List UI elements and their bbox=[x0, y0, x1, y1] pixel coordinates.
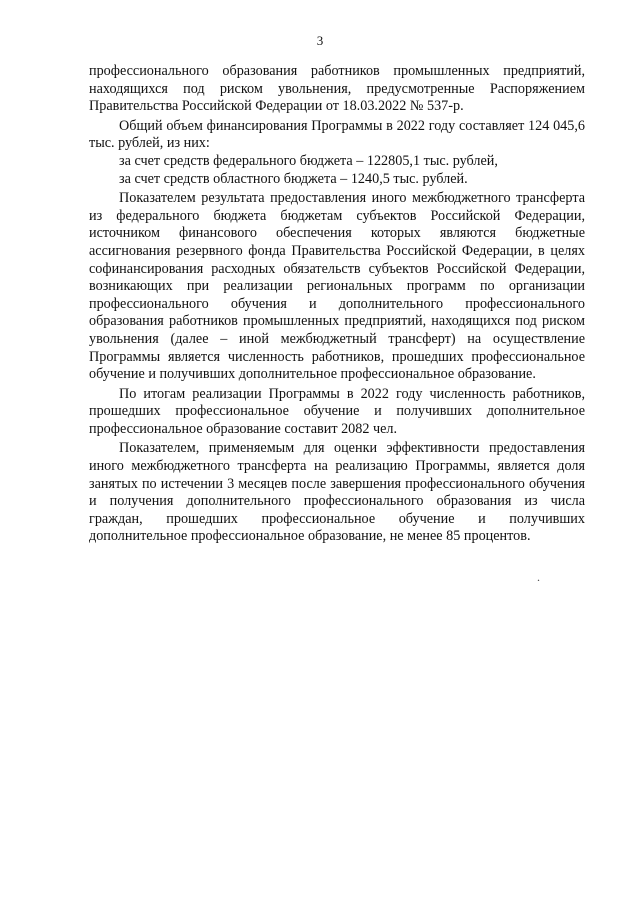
paragraph-total-financing: Общий объем финансирования Программы в 2022 году составляет 124 045,6 тыс. рублей, из них: bbox=[89, 117, 585, 152]
stray-mark: . bbox=[537, 570, 540, 584]
page-number: 3 bbox=[316, 33, 324, 48]
paragraph-continuation: профессионального образования работников промышленных предприятий, находящихся под риском увольнения, предусмотренные Распоряжением Правительства Российской Федерации от 18.03.2022 № 537-р. bbox=[89, 63, 585, 115]
paragraph-federal-budget: за счет средств федерального бюджета – 122805,1 тыс. рублей, bbox=[119, 152, 498, 169]
paragraph-result-indicator: Показателем результата предоставления иного межбюджетного трансферта из федерального бюджета бюджетам субъектов Российской Федерации, источником финансового обеспечения которых являются бюджетные ассигнования резервного фонда Правительства Российской Федерации, в целях софинансирования расходных обязательств субъектов Российской Федерации, возникающих при реализации региональных программ по организации профессионального обучения и дополнительного профессионального образования работников промышленных предприятий, находящихся под риском увольнения (далее – иной межбюджетный трансферт) на осуществление Программы является численность работников, прошедших профессиональное обучение и получивших дополнительное профессиональное образование. bbox=[89, 190, 585, 383]
paragraph-regional-budget: за счет средств областного бюджета – 1240,5 тыс. рублей. bbox=[119, 170, 468, 187]
paragraph-efficiency-indicator: Показателем, применяемым для оценки эффективности предоставления иного межбюджетного трансферта на реализацию Программы, является доля занятых по истечении 3 месяцев после завершения профессионального обучения и получения дополнительного профессионального образования из числа граждан, прошедших профессиональное обучение и получивших дополнительное профессиональное образование, не менее 85 процентов. bbox=[89, 440, 585, 545]
paragraph-workers-count: По итогам реализации Программы в 2022 году численность работников, прошедших профессиональное обучение и получивших дополнительное профессиональное образование составит 2082 чел. bbox=[89, 385, 585, 437]
document-body bbox=[89, 63, 585, 546]
